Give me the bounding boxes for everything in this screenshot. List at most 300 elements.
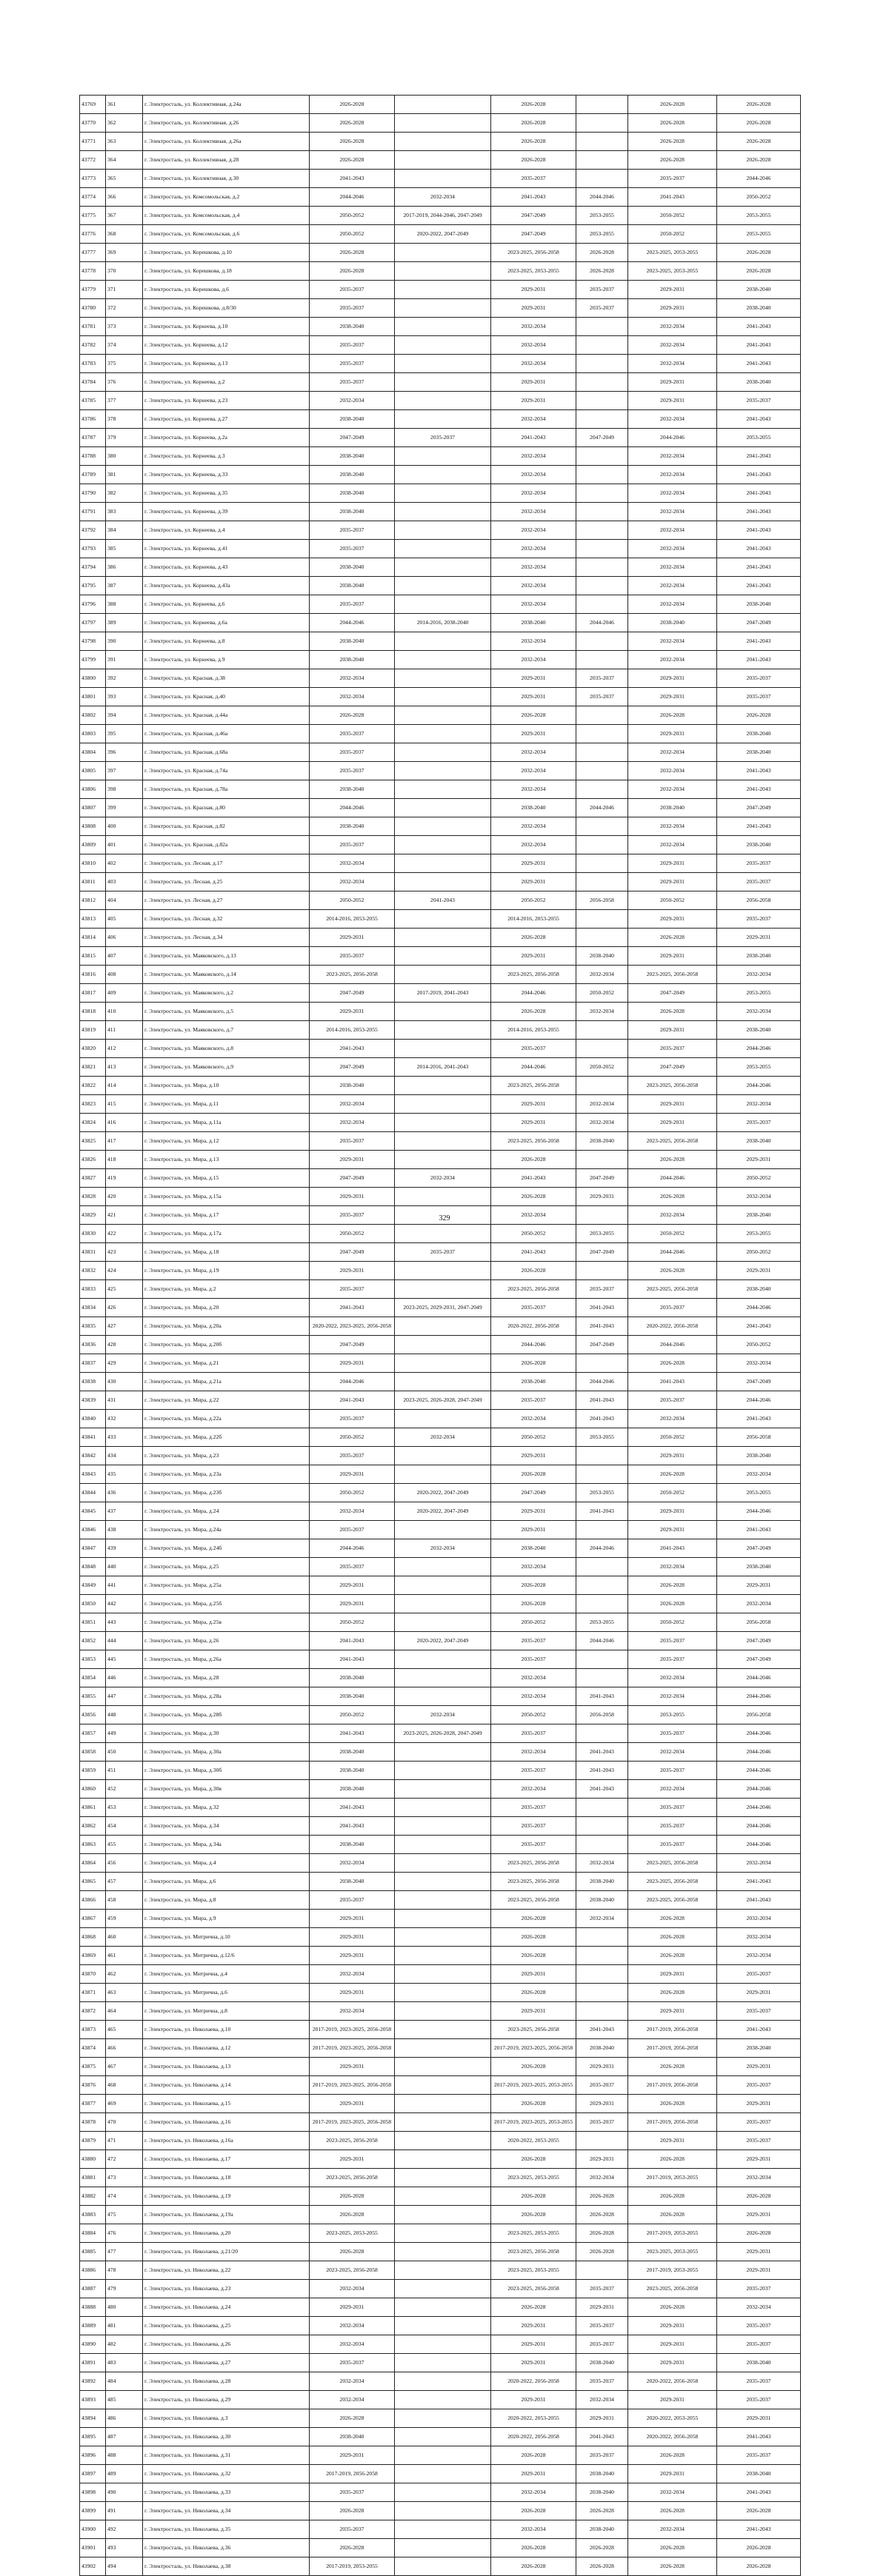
cell-date-range-5: 2029-2031 xyxy=(628,1021,717,1040)
cell-date-range-5: 2032-2034 xyxy=(628,632,717,651)
cell-date-range-2 xyxy=(395,1762,491,1780)
table-row xyxy=(80,614,801,632)
cell-date-range-2 xyxy=(395,1910,491,1928)
cell-address: г. Электросталь, ул. Мира, д.18 xyxy=(143,1243,310,1262)
cell-date-range-1: 2032-2034 xyxy=(310,2280,395,2298)
cell-address: г. Электросталь, ул. Маяковского, д.7 xyxy=(143,1021,310,1040)
cell-date-range-5: 2026-2028 xyxy=(628,1928,717,1947)
cell-date-range-1: 2038-2040 xyxy=(310,1687,395,1706)
cell-date-range-1: 2035-2037 xyxy=(310,355,395,373)
cell-date-range-6: 2035-2037 xyxy=(717,2002,801,2021)
cell-address: г. Электросталь, ул. Корнеева, д.39 xyxy=(143,503,310,521)
cell-row-id: 43873 xyxy=(80,2021,106,2039)
table-row xyxy=(80,632,801,651)
cell-row-number: 381 xyxy=(106,466,143,484)
cell-row-id: 43839 xyxy=(80,1391,106,1410)
cell-row-id: 43823 xyxy=(80,1095,106,1114)
cell-date-range-1: 2029-2031 xyxy=(310,2150,395,2169)
cell-date-range-2 xyxy=(395,1891,491,1910)
cell-date-range-1: 2041-2043 xyxy=(310,1799,395,1817)
cell-date-range-6: 2032-2034 xyxy=(717,1465,801,1484)
cell-row-number: 433 xyxy=(106,1428,143,1447)
cell-date-range-3: 2041-2043 xyxy=(491,429,576,447)
cell-date-range-2: 2023-2025, 2029-2031, 2047-2049 xyxy=(395,1299,491,1317)
cell-date-range-3: 2026-2028 xyxy=(491,1910,576,1928)
cell-date-range-6: 2044-2046 xyxy=(717,1780,801,1799)
cell-date-range-5: 2026-2028 xyxy=(628,1003,717,1021)
cell-date-range-4 xyxy=(576,910,628,929)
cell-row-id: 43883 xyxy=(80,2206,106,2224)
cell-date-range-5: 2035-2037 xyxy=(628,1391,717,1410)
cell-address: г. Электросталь, ул. Мира, д.34а xyxy=(143,1836,310,1854)
cell-row-number: 472 xyxy=(106,2150,143,2169)
cell-date-range-5: 2032-2034 xyxy=(628,503,717,521)
cell-date-range-1: 2032-2034 xyxy=(310,2335,395,2354)
cell-row-number: 468 xyxy=(106,2076,143,2095)
cell-row-id: 43793 xyxy=(80,540,106,558)
cell-date-range-5: 2023-2025, 2053-2055 xyxy=(628,2243,717,2261)
cell-row-number: 361 xyxy=(106,96,143,114)
cell-date-range-2 xyxy=(395,762,491,780)
cell-row-number: 458 xyxy=(106,1891,143,1910)
cell-date-range-3: 2026-2028 xyxy=(491,2557,576,2576)
cell-date-range-2 xyxy=(395,947,491,966)
cell-date-range-5: 2032-2034 xyxy=(628,762,717,780)
cell-row-number: 421 xyxy=(106,1206,143,1225)
cell-address: г. Электросталь, ул. Корнеева, д.43 xyxy=(143,558,310,577)
cell-date-range-1: 2032-2034 xyxy=(310,2372,395,2391)
cell-date-range-4: 2050-2052 xyxy=(576,984,628,1003)
cell-date-range-3: 2029-2031 xyxy=(491,2354,576,2372)
cell-date-range-5: 2026-2028 xyxy=(628,2446,717,2465)
cell-date-range-5: 2026-2028 xyxy=(628,1595,717,1613)
cell-row-number: 484 xyxy=(106,2372,143,2391)
cell-date-range-2 xyxy=(395,1003,491,1021)
cell-row-number: 450 xyxy=(106,1743,143,1762)
cell-date-range-5: 2032-2034 xyxy=(628,651,717,669)
table-row xyxy=(80,1854,801,1873)
cell-row-number: 485 xyxy=(106,2391,143,2409)
cell-date-range-3: 2029-2031 xyxy=(491,688,576,706)
cell-date-range-3: 2026-2028 xyxy=(491,1188,576,1206)
cell-date-range-3: 2029-2031 xyxy=(491,1114,576,1132)
cell-row-number: 376 xyxy=(106,373,143,392)
cell-row-id: 43782 xyxy=(80,336,106,355)
cell-date-range-4: 2035-2037 xyxy=(576,2446,628,2465)
cell-date-range-6: 2041-2043 xyxy=(717,336,801,355)
cell-date-range-4: 2035-2037 xyxy=(576,1280,628,1299)
cell-row-id: 43877 xyxy=(80,2095,106,2113)
cell-date-range-2 xyxy=(395,540,491,558)
cell-row-number: 413 xyxy=(106,1058,143,1077)
cell-row-number: 414 xyxy=(106,1077,143,1095)
cell-date-range-6: 2035-2037 xyxy=(717,2076,801,2095)
cell-date-range-2 xyxy=(395,836,491,854)
cell-date-range-6: 2041-2043 xyxy=(717,632,801,651)
cell-date-range-6: 2038-2040 xyxy=(717,725,801,743)
cell-row-number: 403 xyxy=(106,873,143,891)
cell-row-id: 43769 xyxy=(80,96,106,114)
cell-row-id: 43886 xyxy=(80,2261,106,2280)
cell-address: г. Электросталь, ул. Мира, д.24 xyxy=(143,1502,310,1521)
cell-date-range-3: 2044-2046 xyxy=(491,1336,576,1354)
cell-date-range-6: 2047-2049 xyxy=(717,614,801,632)
cell-date-range-5: 2029-2031 xyxy=(628,688,717,706)
cell-address: г. Электросталь, ул. Мира, д.23а xyxy=(143,1465,310,1484)
cell-date-range-6: 2041-2043 xyxy=(717,651,801,669)
cell-date-range-6: 2029-2031 xyxy=(717,1984,801,2002)
cell-date-range-6: 2038-2040 xyxy=(717,2039,801,2058)
cell-date-range-5: 2038-2040 xyxy=(628,799,717,817)
cell-date-range-2: 2014-2016, 2038-2040 xyxy=(395,614,491,632)
cell-date-range-5: 2026-2028 xyxy=(628,706,717,725)
cell-date-range-1: 2041-2043 xyxy=(310,1632,395,1650)
cell-date-range-5: 2029-2031 xyxy=(628,2132,717,2150)
cell-date-range-1: 2026-2028 xyxy=(310,96,395,114)
cell-date-range-4: 2032-2034 xyxy=(576,1095,628,1114)
cell-date-range-5: 2023-2025, 2056-2058 xyxy=(628,1854,717,1873)
cell-date-range-4 xyxy=(576,762,628,780)
cell-date-range-3: 2026-2028 xyxy=(491,1947,576,1965)
table-row xyxy=(80,2409,801,2428)
cell-date-range-1: 2035-2037 xyxy=(310,762,395,780)
cell-date-range-2 xyxy=(395,1650,491,1669)
table-row xyxy=(80,2039,801,2058)
cell-date-range-4 xyxy=(576,521,628,540)
cell-address: г. Электросталь, ул. Корнеева, д.8 xyxy=(143,632,310,651)
cell-row-id: 43849 xyxy=(80,1576,106,1595)
cell-date-range-1: 2032-2034 xyxy=(310,2002,395,2021)
cell-row-number: 399 xyxy=(106,799,143,817)
cell-date-range-6: 2038-2040 xyxy=(717,1558,801,1576)
cell-date-range-2 xyxy=(395,2243,491,2261)
cell-date-range-1: 2017-2019, 2023-2025, 2056-2058 xyxy=(310,2021,395,2039)
cell-date-range-1: 2035-2037 xyxy=(310,1558,395,1576)
cell-address: г. Электросталь, ул. Комсомольская, д.4 xyxy=(143,207,310,225)
cell-row-id: 43790 xyxy=(80,484,106,503)
cell-date-range-5: 2047-2049 xyxy=(628,984,717,1003)
cell-row-id: 43809 xyxy=(80,836,106,854)
cell-date-range-2 xyxy=(395,595,491,614)
cell-date-range-4 xyxy=(576,355,628,373)
cell-date-range-1: 2035-2037 xyxy=(310,1891,395,1910)
cell-address: г. Электросталь, ул. Николаева, д.25 xyxy=(143,2317,310,2335)
cell-date-range-5: 2050-2052 xyxy=(628,207,717,225)
cell-address: г. Электросталь, ул. Корнеева, д.12 xyxy=(143,336,310,355)
cell-date-range-2 xyxy=(395,1354,491,1373)
table-row xyxy=(80,1280,801,1299)
cell-address: г. Электросталь, ул. Мира, д.11а xyxy=(143,1114,310,1132)
cell-date-range-6: 2026-2028 xyxy=(717,2557,801,2576)
cell-date-range-1: 2032-2034 xyxy=(310,392,395,410)
cell-address: г. Электросталь, ул. Красная, д.74а xyxy=(143,762,310,780)
cell-row-number: 486 xyxy=(106,2409,143,2428)
cell-date-range-5: 2032-2034 xyxy=(628,540,717,558)
cell-date-range-1: 2035-2037 xyxy=(310,1521,395,1539)
table-row xyxy=(80,540,801,558)
cell-date-range-4 xyxy=(576,1465,628,1484)
cell-address: г. Электросталь, ул. Маяковского, д.9 xyxy=(143,1058,310,1077)
table-row xyxy=(80,225,801,244)
cell-date-range-3: 2050-2052 xyxy=(491,1428,576,1447)
cell-row-number: 437 xyxy=(106,1502,143,1521)
cell-date-range-1: 2035-2037 xyxy=(310,336,395,355)
cell-row-id: 43776 xyxy=(80,225,106,244)
cell-date-range-4 xyxy=(576,929,628,947)
cell-date-range-3: 2026-2028 xyxy=(491,2446,576,2465)
cell-row-number: 369 xyxy=(106,244,143,262)
cell-date-range-6: 2038-2040 xyxy=(717,2465,801,2483)
cell-date-range-3: 2029-2031 xyxy=(491,299,576,318)
cell-row-number: 445 xyxy=(106,1650,143,1669)
cell-row-id: 43876 xyxy=(80,2076,106,2095)
cell-date-range-6: 2038-2040 xyxy=(717,743,801,762)
cell-row-id: 43794 xyxy=(80,558,106,577)
cell-date-range-6: 2041-2043 xyxy=(717,558,801,577)
cell-date-range-2 xyxy=(395,2446,491,2465)
cell-date-range-4: 2032-2034 xyxy=(576,1003,628,1021)
cell-row-id: 43792 xyxy=(80,521,106,540)
cell-date-range-1: 2029-2031 xyxy=(310,1910,395,1928)
cell-date-range-3: 2023-2025, 2053-2055 xyxy=(491,2169,576,2187)
cell-date-range-3: 2026-2028 xyxy=(491,2150,576,2169)
cell-date-range-3: 2029-2031 xyxy=(491,1095,576,1114)
cell-date-range-2: 2032-2034 xyxy=(395,1706,491,1724)
table-row xyxy=(80,1817,801,1836)
cell-date-range-2 xyxy=(395,1854,491,1873)
cell-date-range-1: 2026-2028 xyxy=(310,114,395,133)
table-row xyxy=(80,2169,801,2187)
cell-date-range-1: 2038-2040 xyxy=(310,2428,395,2446)
cell-row-number: 442 xyxy=(106,1595,143,1613)
cell-row-number: 367 xyxy=(106,207,143,225)
cell-date-range-5: 2023-2025, 2056-2058 xyxy=(628,1873,717,1891)
cell-row-id: 43789 xyxy=(80,466,106,484)
cell-date-range-5: 2038-2040 xyxy=(628,614,717,632)
cell-date-range-4 xyxy=(576,1354,628,1373)
cell-row-id: 43813 xyxy=(80,910,106,929)
cell-date-range-4 xyxy=(576,1947,628,1965)
cell-date-range-5: 2020-2022, 2056-2058 xyxy=(628,1317,717,1336)
cell-date-range-4: 2038-2040 xyxy=(576,2465,628,2483)
cell-address: г. Электросталь, ул. Красная, д.78а xyxy=(143,780,310,799)
cell-row-number: 417 xyxy=(106,1132,143,1151)
cell-date-range-4 xyxy=(576,1669,628,1687)
cell-address: г. Электросталь, ул. Николаева, д.23 xyxy=(143,2280,310,2298)
cell-date-range-4 xyxy=(576,133,628,151)
cell-date-range-3: 2047-2049 xyxy=(491,1484,576,1502)
cell-row-number: 371 xyxy=(106,281,143,299)
cell-date-range-1: 2050-2052 xyxy=(310,1484,395,1502)
cell-date-range-4: 2047-2049 xyxy=(576,1169,628,1188)
cell-date-range-5: 2035-2037 xyxy=(628,1817,717,1836)
cell-row-id: 43870 xyxy=(80,1965,106,1984)
cell-row-number: 456 xyxy=(106,1854,143,1873)
cell-date-range-2 xyxy=(395,1373,491,1391)
cell-row-id: 43791 xyxy=(80,503,106,521)
table-row xyxy=(80,2280,801,2298)
cell-date-range-3: 2026-2028 xyxy=(491,929,576,947)
cell-date-range-1: 2038-2040 xyxy=(310,780,395,799)
cell-row-number: 470 xyxy=(106,2113,143,2132)
cell-date-range-3: 2029-2031 xyxy=(491,392,576,410)
cell-date-range-3: 2023-2025, 2053-2055 xyxy=(491,2224,576,2243)
cell-row-id: 43821 xyxy=(80,1058,106,1077)
cell-row-number: 365 xyxy=(106,170,143,188)
cell-date-range-1: 2038-2040 xyxy=(310,318,395,336)
cell-row-id: 43854 xyxy=(80,1669,106,1687)
cell-address: г. Электросталь, ул. Красная, д.82 xyxy=(143,817,310,836)
cell-date-range-3: 2035-2037 xyxy=(491,1817,576,1836)
cell-date-range-1: 2038-2040 xyxy=(310,410,395,429)
table-row xyxy=(80,2076,801,2095)
cell-date-range-6: 2035-2037 xyxy=(717,688,801,706)
cell-date-range-4 xyxy=(576,817,628,836)
cell-date-range-5: 2026-2028 xyxy=(628,114,717,133)
cell-date-range-6: 2032-2034 xyxy=(717,1188,801,1206)
cell-date-range-4: 2041-2043 xyxy=(576,2021,628,2039)
cell-address: г. Электросталь, ул. Маяковского, д.2 xyxy=(143,984,310,1003)
cell-row-id: 43866 xyxy=(80,1891,106,1910)
cell-row-number: 372 xyxy=(106,299,143,318)
cell-date-range-2 xyxy=(395,2539,491,2557)
table-row xyxy=(80,2428,801,2446)
table-row xyxy=(80,262,801,281)
table-row xyxy=(80,1132,801,1151)
cell-row-id: 43814 xyxy=(80,929,106,947)
cell-date-range-2 xyxy=(395,281,491,299)
cell-date-range-5: 2032-2034 xyxy=(628,1687,717,1706)
cell-date-range-5: 2029-2031 xyxy=(628,2335,717,2354)
cell-address: г. Электросталь, ул. Николаева, д.14 xyxy=(143,2076,310,2095)
cell-date-range-2 xyxy=(395,170,491,188)
cell-date-range-3: 2035-2037 xyxy=(491,1632,576,1650)
cell-row-id: 43783 xyxy=(80,355,106,373)
cell-address: г. Электросталь, ул. Мира, д.15 xyxy=(143,1169,310,1188)
cell-date-range-3: 2023-2025, 2056-2058 xyxy=(491,2243,576,2261)
cell-address: г. Электросталь, ул. Николаева, д.27 xyxy=(143,2354,310,2372)
table-row xyxy=(80,891,801,910)
cell-date-range-4 xyxy=(576,1817,628,1836)
table-row xyxy=(80,1502,801,1521)
cell-address: г. Электросталь, ул. Мира, д.30в xyxy=(143,1780,310,1799)
cell-row-number: 420 xyxy=(106,1188,143,1206)
cell-date-range-5: 2032-2034 xyxy=(628,558,717,577)
table-row xyxy=(80,2502,801,2520)
cell-date-range-3: 2032-2034 xyxy=(491,817,576,836)
cell-date-range-1: 2032-2034 xyxy=(310,1502,395,1521)
cell-date-range-5: 2029-2031 xyxy=(628,1114,717,1132)
table-row xyxy=(80,2298,801,2317)
table-row xyxy=(80,947,801,966)
cell-date-range-4: 2044-2046 xyxy=(576,188,628,207)
cell-date-range-4: 2041-2043 xyxy=(576,1299,628,1317)
table-row xyxy=(80,244,801,262)
cell-date-range-2 xyxy=(395,2021,491,2039)
cell-date-range-2 xyxy=(395,577,491,595)
table-row xyxy=(80,2187,801,2206)
cell-date-range-6: 2029-2031 xyxy=(717,2409,801,2428)
cell-date-range-4: 2035-2037 xyxy=(576,281,628,299)
cell-row-id: 43825 xyxy=(80,1132,106,1151)
cell-address: г. Электросталь, ул. Мира, д.34 xyxy=(143,1817,310,1836)
cell-date-range-6: 2044-2046 xyxy=(717,1743,801,1762)
cell-address: г. Электросталь, ул. Красная, д.46а xyxy=(143,725,310,743)
cell-row-id: 43808 xyxy=(80,817,106,836)
cell-date-range-2: 2032-2034 xyxy=(395,1169,491,1188)
table-row xyxy=(80,2520,801,2539)
cell-row-number: 408 xyxy=(106,966,143,984)
cell-address: г. Электросталь, ул. Мира, д.24а xyxy=(143,1521,310,1539)
cell-address: г. Электросталь, ул. Николаева, д.17 xyxy=(143,2150,310,2169)
cell-date-range-6: 2041-2043 xyxy=(717,1317,801,1336)
cell-date-range-2 xyxy=(395,244,491,262)
cell-row-number: 453 xyxy=(106,1799,143,1817)
cell-date-range-4: 2044-2046 xyxy=(576,799,628,817)
cell-date-range-5: 2026-2028 xyxy=(628,2206,717,2224)
cell-address: г. Электросталь, ул. Красная, д.40 xyxy=(143,688,310,706)
cell-date-range-2: 2020-2022, 2047-2049 xyxy=(395,1484,491,1502)
cell-row-number: 426 xyxy=(106,1299,143,1317)
cell-date-range-5: 2032-2034 xyxy=(628,817,717,836)
table-row xyxy=(80,392,801,410)
cell-address: г. Электросталь, ул. Митрична, д.8 xyxy=(143,2002,310,2021)
table-row xyxy=(80,984,801,1003)
cell-date-range-5: 2035-2037 xyxy=(628,1836,717,1854)
cell-row-id: 43900 xyxy=(80,2520,106,2539)
cell-date-range-5: 2032-2034 xyxy=(628,466,717,484)
cell-address: г. Электросталь, ул. Мира, д.23б xyxy=(143,1484,310,1502)
cell-date-range-3: 2023-2025, 2056-2058 xyxy=(491,966,576,984)
cell-date-range-1: 2038-2040 xyxy=(310,1873,395,1891)
cell-row-id: 43777 xyxy=(80,244,106,262)
cell-row-number: 366 xyxy=(106,188,143,207)
cell-date-range-4: 2041-2043 xyxy=(576,2428,628,2446)
cell-date-range-2 xyxy=(395,558,491,577)
cell-row-id: 43824 xyxy=(80,1114,106,1132)
cell-date-range-5: 2026-2028 xyxy=(628,1465,717,1484)
table-row xyxy=(80,743,801,762)
cell-row-number: 483 xyxy=(106,2354,143,2372)
cell-date-range-1: 2047-2049 xyxy=(310,1169,395,1188)
cell-address: г. Электросталь, ул. Мира, д.30б xyxy=(143,1762,310,1780)
table-row xyxy=(80,1743,801,1762)
cell-date-range-3: 2017-2019, 2023-2025, 2056-2058 xyxy=(491,2039,576,2058)
cell-date-range-6: 2041-2043 xyxy=(717,780,801,799)
table-row xyxy=(80,799,801,817)
cell-date-range-2 xyxy=(395,1280,491,1299)
cell-date-range-1: 2023-2025, 2056-2058 xyxy=(310,2261,395,2280)
cell-date-range-6: 2050-2052 xyxy=(717,1243,801,1262)
cell-date-range-3: 2047-2049 xyxy=(491,207,576,225)
cell-date-range-5: 2035-2037 xyxy=(628,1650,717,1669)
cell-date-range-5: 2044-2046 xyxy=(628,1169,717,1188)
table-row xyxy=(80,2317,801,2335)
cell-date-range-5: 2029-2031 xyxy=(628,373,717,392)
cell-row-number: 462 xyxy=(106,1965,143,1984)
cell-date-range-1: 2038-2040 xyxy=(310,558,395,577)
cell-date-range-1: 2035-2037 xyxy=(310,1206,395,1225)
cell-date-range-4 xyxy=(576,595,628,614)
cell-row-number: 460 xyxy=(106,1928,143,1947)
cell-date-range-1: 2050-2052 xyxy=(310,1613,395,1632)
cell-date-range-2: 2035-2037 xyxy=(395,1243,491,1262)
table-row xyxy=(80,355,801,373)
cell-date-range-5: 2026-2028 xyxy=(628,1576,717,1595)
cell-row-number: 380 xyxy=(106,447,143,466)
cell-row-id: 43815 xyxy=(80,947,106,966)
cell-address: г. Электросталь, ул. Мира, д.11 xyxy=(143,1095,310,1114)
